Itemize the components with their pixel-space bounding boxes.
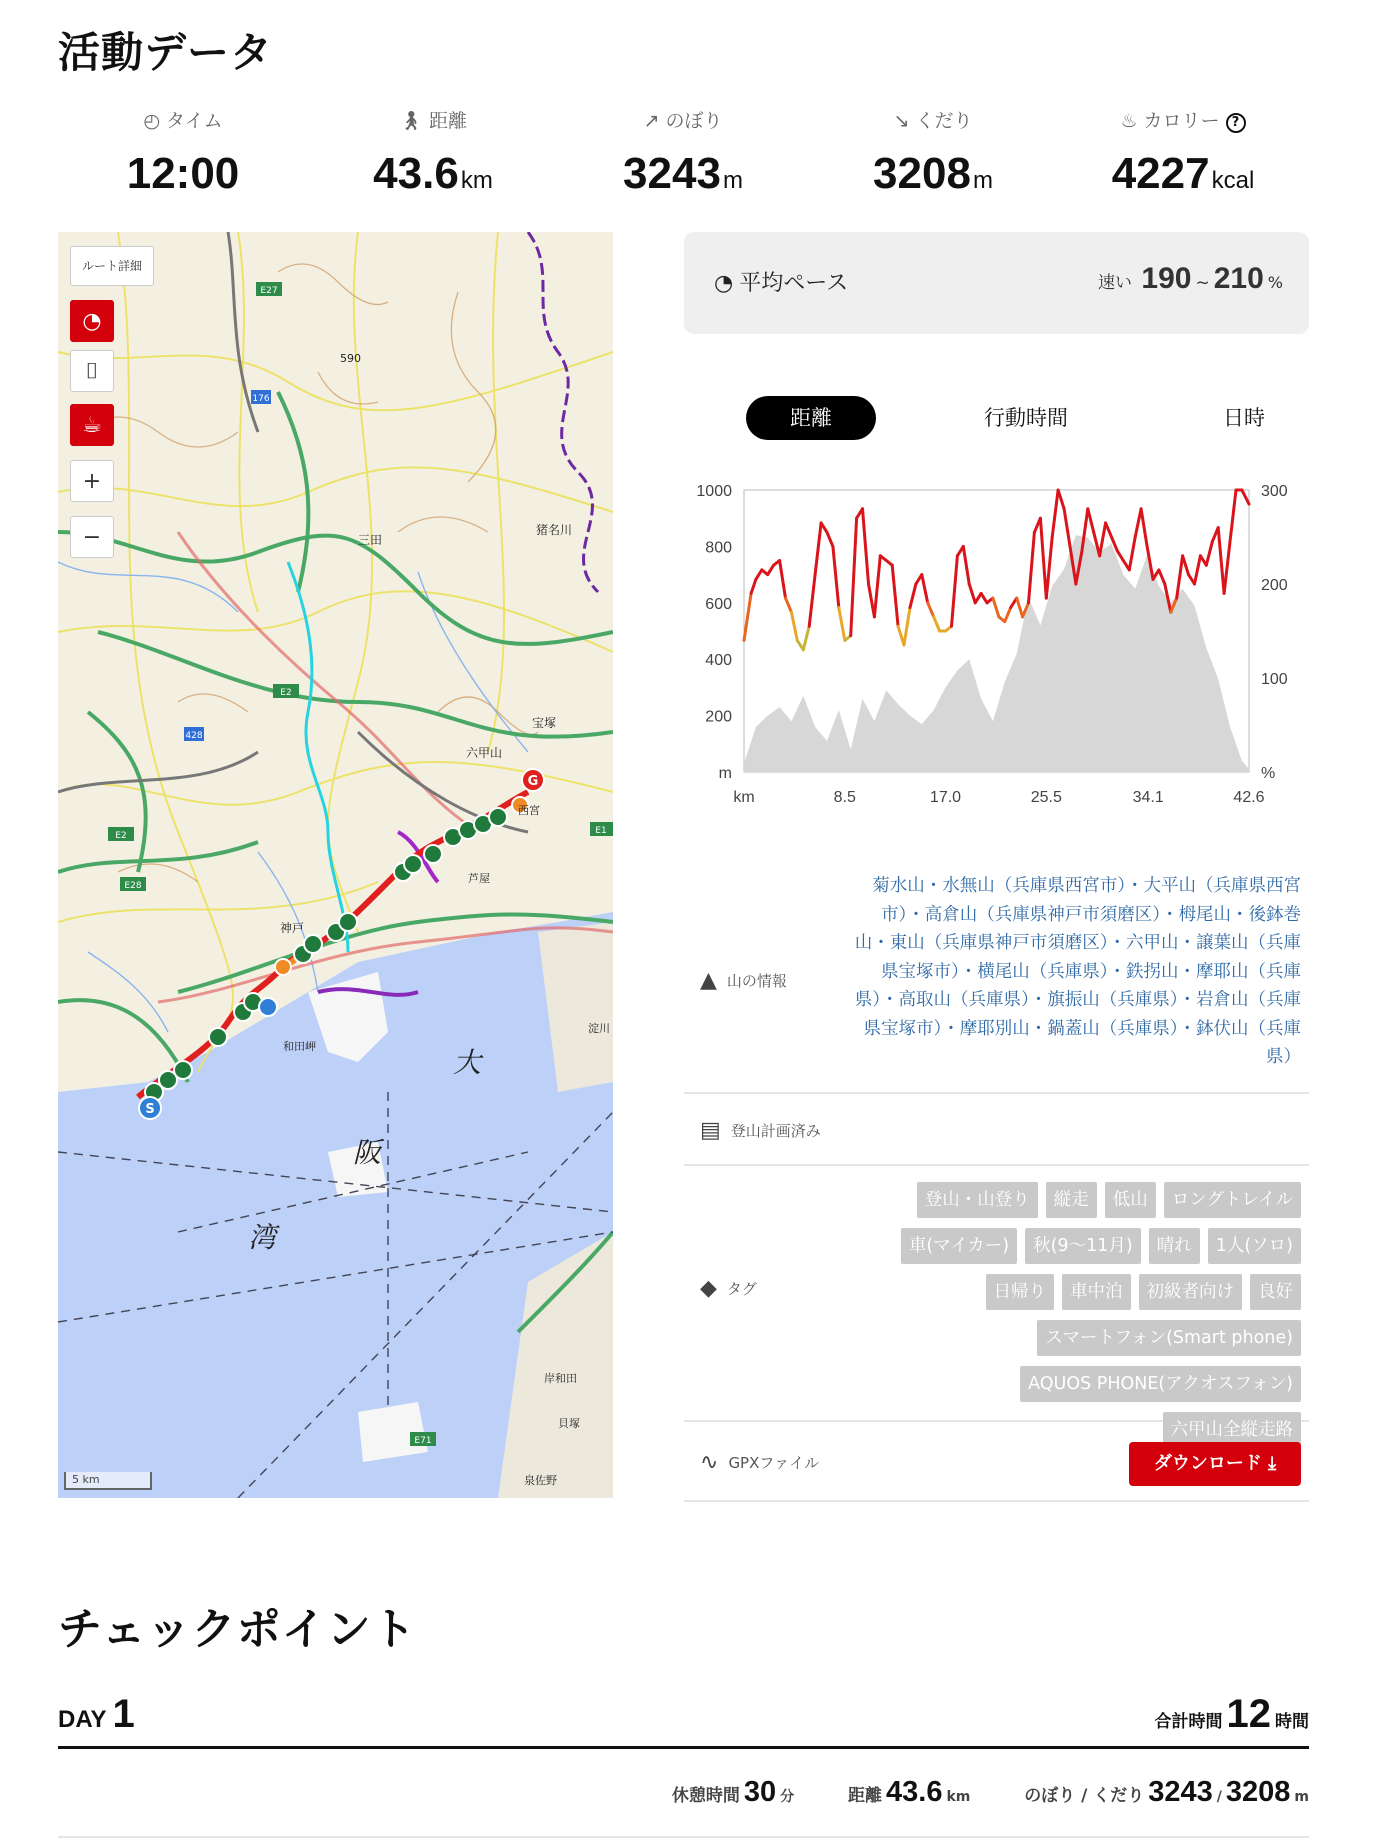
stat-time <box>58 108 308 198</box>
pace-line-segment <box>928 603 934 617</box>
down-value: 3208 <box>1225 1776 1291 1808</box>
pace-line-segment <box>1206 542 1212 566</box>
pace-line-segment <box>1195 556 1201 584</box>
pace-line-segment <box>1052 490 1058 537</box>
pace-line-segment <box>1005 608 1011 622</box>
map-label-r428: 428 <box>185 731 203 741</box>
pace-line-segment <box>863 509 869 584</box>
plan-row <box>684 1096 1309 1166</box>
y-tick-label: 800 <box>705 539 732 557</box>
page-title: 活動データ <box>58 28 274 77</box>
pace-tilde: ~ <box>1195 273 1210 293</box>
pace-label: 平均ペース <box>739 271 849 296</box>
tag-item[interactable]: 1人(ソロ) <box>1208 1228 1301 1264</box>
mountain-info-row <box>684 868 1309 1094</box>
tag-item[interactable]: 車(マイカー) <box>901 1228 1017 1264</box>
pace-unit: % <box>1267 273 1283 292</box>
tag-list <box>881 1182 1301 1458</box>
stat-calories-label: カロリー <box>1143 110 1220 132</box>
rest-toggle-button[interactable] <box>70 404 114 446</box>
stat-time-label: タイム <box>165 110 223 132</box>
tab-distance[interactable]: 距離 <box>746 396 876 440</box>
checkpoint-title: チェックポイント <box>58 1604 417 1655</box>
pace-line-segment <box>1058 490 1064 509</box>
pace-line-segment <box>809 575 815 627</box>
pace-line-segment <box>803 626 809 650</box>
map-label-inagawa: 猪名川 <box>536 523 573 537</box>
pace-line-segment <box>786 598 792 612</box>
map-scale: 5 km <box>64 1472 152 1490</box>
pace-speed-word: 速い <box>1098 273 1133 293</box>
route-path-icon: ∿ <box>700 1450 719 1475</box>
pace-line-segment <box>892 565 898 626</box>
map-label-osaka-bay-2: 阪 <box>353 1136 382 1169</box>
map-label-takarazuka: 宝塚 <box>532 716 557 730</box>
map-label-e28: E28 <box>124 881 142 891</box>
up-value: 3243 <box>1148 1776 1213 1808</box>
tag-item[interactable]: 六甲山全縦走路 <box>1163 1412 1302 1448</box>
route-map[interactable] <box>58 232 613 1498</box>
stat-distance-label: 距離 <box>429 110 468 132</box>
y-tick-label: 200 <box>705 708 732 726</box>
map-label-e71: E71 <box>414 1436 432 1446</box>
speedometer-icon: ◔ <box>82 308 102 334</box>
photo-toggle-button[interactable] <box>70 350 114 392</box>
pace-line-segment <box>1064 509 1070 547</box>
pace-line-segment <box>1141 509 1147 547</box>
tag-item[interactable]: 車中泊 <box>1062 1274 1131 1310</box>
pace-line-segment <box>1218 528 1224 594</box>
stat-time-value: 12:00 <box>126 149 240 198</box>
y2-tick-label: 200 <box>1261 577 1288 594</box>
tab-moving-time[interactable]: 行動時間 <box>984 406 1068 430</box>
pace-line-segment <box>768 565 774 574</box>
updown-unit: m <box>1294 1789 1309 1805</box>
map-label-osaka-bay-1: 大 <box>453 1046 482 1079</box>
pace-line-segment <box>1017 598 1023 617</box>
tag-item[interactable]: ロングトレイル <box>1164 1182 1301 1218</box>
minus-icon: − <box>82 524 102 550</box>
pace-line-segment <box>904 608 910 646</box>
map-label-elev-590: 590 <box>340 352 361 365</box>
pace-line-segment <box>791 612 797 640</box>
x-tick-label: 42.6 <box>1233 789 1265 806</box>
tag-item[interactable]: AQUOS PHONE(アクオスフォン) <box>1020 1366 1301 1402</box>
gpx-row <box>684 1424 1309 1502</box>
gpx-label: GPXファイル <box>728 1454 820 1472</box>
map-label-rokko: 六甲山 <box>466 746 503 760</box>
distance-unit: km <box>946 1789 971 1805</box>
map-label-kobe: 神戸 <box>280 921 305 935</box>
map-label-yodogawa: 淀川 <box>588 1022 610 1035</box>
zoom-out-button[interactable] <box>70 516 114 558</box>
download-button-label: ダウンロード <box>1153 1453 1262 1474</box>
arrow-down-right-icon: ↘ <box>893 110 910 132</box>
total-time-label: 合計時間 <box>1154 1712 1223 1732</box>
svg-text:G: G <box>527 774 539 789</box>
map-label-ashiya: 芦屋 <box>468 872 490 885</box>
pace-line-segment <box>910 584 916 608</box>
total-time <box>1155 1692 1310 1737</box>
pace-line-segment <box>993 598 999 617</box>
pace-line-segment <box>1159 570 1165 584</box>
pace-range-low: 190 <box>1141 262 1192 295</box>
updown-label: のぼり / くだり <box>1024 1786 1145 1806</box>
pace-line-segment <box>874 556 880 617</box>
pace-line-segment <box>1029 532 1035 603</box>
map-label-sanda: 三田 <box>358 533 383 547</box>
map-label-r176: 176 <box>252 394 270 404</box>
x-tick-label: 34.1 <box>1132 789 1164 806</box>
tag-item[interactable]: 日帰り <box>986 1274 1055 1310</box>
tag-item[interactable]: 縦走 <box>1046 1182 1097 1218</box>
speedometer-icon: ◔ <box>714 271 734 296</box>
day-label: DAY <box>58 1706 107 1733</box>
distance-value: 43.6 <box>886 1776 943 1808</box>
tag-item[interactable]: 晴れ <box>1149 1228 1200 1264</box>
mountain-list[interactable]: 菊水山・水無山（兵庫県西宮市）・大平山（兵庫県西宮市）・高倉山（兵庫県神戸市須磨区）・栂尾山・後鉢巻山・東山（兵庫県神戸市須磨区）・六甲山・譲葉山（兵庫県宝塚市）・横尾山（兵庫県）・鉄拐山・摩耶山（兵庫県）・高取山（兵庫県）・旗振山（兵庫県）・岩倉山（兵庫県宝塚市）・摩耶別山・鍋蓋山（兵庫県）・鉢伏山（兵庫県） <box>854 876 1301 1067</box>
rest-value: 30 <box>743 1776 777 1808</box>
stat-ascent-value: 3243 <box>623 149 721 198</box>
tag-item[interactable]: 登山・山登り <box>917 1182 1038 1218</box>
stat-distance-value: 43.6 <box>373 149 459 198</box>
plan-label: 登山計画済み <box>730 1122 821 1140</box>
pace-line-segment <box>744 593 751 640</box>
x-tick-label: 8.5 <box>833 789 856 806</box>
y-tick-label: 1000 <box>696 483 732 500</box>
y2-tick-label: 100 <box>1261 671 1288 688</box>
svg-text:S: S <box>145 1102 155 1117</box>
pace-line-segment <box>969 584 975 603</box>
map-label-osaka-bay-3: 湾 <box>248 1221 277 1254</box>
elevation-chart-svg <box>684 470 1309 826</box>
pace-line-segment <box>1117 551 1123 560</box>
map-label-wadamisaki: 和田岬 <box>283 1040 316 1053</box>
rest-unit: 分 <box>780 1789 795 1805</box>
elevation-pace-chart <box>684 470 1309 826</box>
total-time-unit: 時間 <box>1275 1712 1309 1732</box>
map-label-e1: E1 <box>595 826 607 836</box>
help-icon[interactable]: ? <box>1226 113 1246 133</box>
stat-ascent-unit: m <box>722 167 743 194</box>
pace-line-segment <box>1088 509 1094 533</box>
mountain-info-label: 山の情報 <box>726 972 787 990</box>
elevation-area <box>744 535 1249 772</box>
stopwatch-icon: ◴ <box>143 110 160 132</box>
y2-tick-label: 300 <box>1261 483 1288 500</box>
pace-line-segment <box>963 546 969 584</box>
cup-icon: ☕︎ <box>82 412 102 438</box>
stat-descent-label: くだり <box>915 110 973 132</box>
map-label-e27: E27 <box>260 286 278 296</box>
stat-calories <box>1058 108 1308 205</box>
pace-line-segment <box>922 575 928 603</box>
distance-label: 距離 <box>848 1786 882 1806</box>
map-label-kaizuka: 貝塚 <box>558 1417 580 1430</box>
walker-icon: 🚶︎ <box>398 110 424 132</box>
zoom-in-button[interactable] <box>70 460 114 502</box>
download-icon: ⤓ <box>1268 1453 1277 1474</box>
pace-line-segment <box>1230 490 1236 542</box>
day-header <box>58 1692 135 1737</box>
stat-descent-value: 3208 <box>873 149 971 198</box>
pace-line-segment <box>1106 523 1112 537</box>
pace-line-segment <box>1129 537 1135 570</box>
pace-line-segment <box>1135 509 1141 537</box>
tag-icon: ◆ <box>700 1276 717 1301</box>
map-label-kishiwada: 岸和田 <box>544 1372 577 1385</box>
download-button[interactable] <box>1129 1442 1301 1486</box>
summary-divider <box>58 1836 1309 1838</box>
tags-row <box>684 1168 1309 1440</box>
tags-label: タグ <box>726 1280 757 1298</box>
stat-distance-unit: km <box>460 167 493 194</box>
tag-item[interactable]: 秋(9〜11月) <box>1025 1228 1141 1264</box>
pace-line-segment <box>815 523 821 575</box>
pace-line-segment <box>780 561 786 599</box>
pace-line-segment <box>934 617 940 631</box>
pace-line-segment <box>981 593 987 602</box>
pace-line-segment <box>1224 542 1230 594</box>
y-axis-unit: m <box>718 765 732 782</box>
total-time-value: 12 <box>1226 1692 1271 1736</box>
pace-overlay-button[interactable] <box>70 300 114 342</box>
pace-line-segment <box>1242 490 1249 504</box>
x-tick-label: 17.0 <box>929 789 962 806</box>
plus-icon: + <box>82 468 102 494</box>
route-detail-button[interactable]: ルート詳細 <box>70 246 154 286</box>
pace-line-segment <box>1040 518 1046 598</box>
y-tick-label: 600 <box>705 595 732 613</box>
pace-line-segment <box>839 608 845 641</box>
pace-line-segment <box>756 570 762 579</box>
stat-calories-value: 4227 <box>1111 149 1210 198</box>
x-axis-unit: km <box>733 789 755 806</box>
tab-datetime[interactable]: 日時 <box>1223 406 1265 430</box>
stat-descent-unit: m <box>972 167 993 194</box>
camera-icon: ⌷ <box>85 358 99 384</box>
updown-slash: / <box>1216 1789 1222 1805</box>
average-pace-box <box>684 232 1309 334</box>
chart-tabs <box>684 396 1309 440</box>
stat-ascent-label: のぼり <box>665 110 723 132</box>
pace-line-segment <box>1183 556 1189 575</box>
flame-icon: ♨ <box>1120 110 1138 132</box>
map-canvas <box>58 232 613 1498</box>
day-summary <box>672 1776 1309 1809</box>
tag-item[interactable]: スマートフォン(Smart phone) <box>1037 1320 1301 1356</box>
pace-line-segment <box>751 579 756 593</box>
stat-calories-unit: kcal <box>1211 167 1255 194</box>
pace-range-high: 210 <box>1213 262 1264 295</box>
pace-line-segment <box>827 532 833 546</box>
clipboard-icon: ▤ <box>700 1118 721 1143</box>
map-label-nishinomiya: 西宮 <box>518 804 540 817</box>
stat-distance <box>308 108 558 205</box>
rest-label: 休憩時間 <box>671 1786 740 1806</box>
day-divider <box>58 1746 1309 1749</box>
map-label-izumisano: 泉佐野 <box>524 1474 557 1487</box>
mountain-icon: ▲ <box>700 968 717 993</box>
pace-line-segment <box>851 518 857 636</box>
map-label-e2-b: E2 <box>115 831 127 841</box>
y-tick-label: 400 <box>705 652 732 670</box>
pace-line-segment <box>833 546 839 607</box>
tag-item[interactable]: 初級者向け <box>1139 1274 1243 1310</box>
day-number: 1 <box>112 1692 135 1736</box>
stat-ascent <box>558 108 808 205</box>
map-label-e2-a: E2 <box>280 688 292 698</box>
stat-descent <box>808 108 1058 205</box>
activity-stats <box>58 108 1306 208</box>
arrow-up-right-icon: ↗ <box>643 110 660 132</box>
y2-axis-unit: % <box>1261 765 1276 782</box>
x-tick-label: 25.5 <box>1030 789 1062 806</box>
pace-line-segment <box>952 556 958 627</box>
tag-item[interactable]: 良好 <box>1250 1274 1301 1310</box>
tag-item[interactable]: 低山 <box>1105 1182 1156 1218</box>
